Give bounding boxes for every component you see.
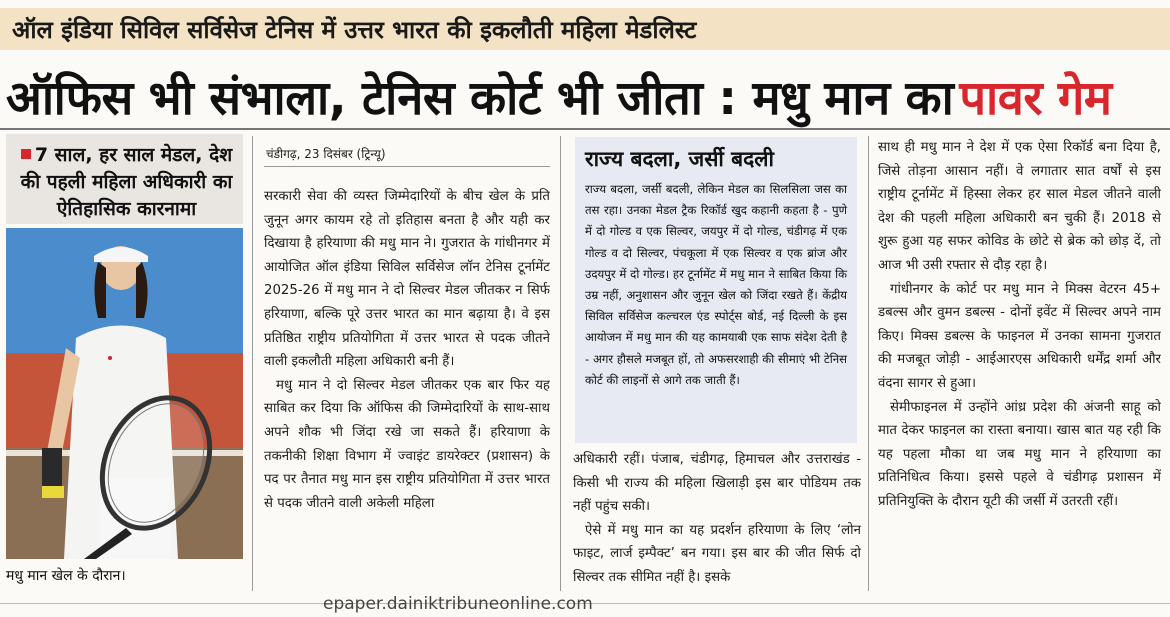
box-title: राज्य बदला, जर्सी बदली — [585, 147, 774, 171]
kicker-text: ऑल इंडिया सिविल सर्विसेज टेनिस में उत्तर भारत की इकलौती महिला मेडलिस्ट — [12, 15, 697, 44]
source-url: epaper.dainiktribuneonline.com — [323, 594, 593, 614]
sidebar-tagline — [6, 134, 243, 224]
headline — [6, 64, 1166, 128]
divider-top — [0, 128, 1170, 130]
sidebar-tagline-text: 7 साल, हर साल मेडल, देश की पहली महिला अधिकारी का ऐतिहासिक कारनामा — [20, 144, 233, 220]
bullet-marker — [21, 149, 31, 159]
player-photo-illustration — [6, 228, 243, 559]
article-paragraph: सेमीफाइनल में उन्होंने आंध्र प्रदेश की अंजनी साहू को मात देकर फाइनल का रास्ता बनाया। खास बात यह रही कि यह पहला मौका था जब मधु मान ने हरियाणा का प्रतिनिधित्व किया। इससे पहले वे चंडीगढ़ प्रशासन में प्रतिनियुक्ति के दौरान यूटी की जर्सी में उतरती रहीं। — [878, 399, 1161, 509]
divider-col3 — [868, 136, 869, 591]
article-paragraph: मधु मान ने दो सिल्वर मेडल जीतकर एक बार फिर यह साबित कर दिया कि ऑफिस की जिम्मेदारियों के साथ-साथ अपने शौक भी जिंदा रखे जा सकते हैं। हरियाणा के तकनीकी शिक्षा विभाग में ज्वाइंट डायरेक्टर (प्रशासन) के पद पर तैनात मधु मान इस राष्ट्रीय प्रतियोगिता में उत्तर भारत से पदक जीतने वाली अकेली महिला — [264, 377, 550, 511]
article-paragraph: साथ ही मधु मान ने देश में एक ऐसा रिकॉर्ड बना दिया है, जिसे तोड़ना आसान नहीं। वे लगातार सात वर्षों से इस राष्ट्रीय टूर्नामेंट में हिस्सा लेकर हर साल मेडल जीतने वाली देश की पहली महिला अधिकारी बन चुकी हैं। 2018 से शुरू हुआ यह सफर कोविड के छोटे से ब्रेक को छोड़ दें, तो आज भी उसी रफ्तार से दौड़ रहा है। — [878, 140, 1161, 273]
sidebar-box — [575, 137, 857, 443]
dateline-rule — [264, 166, 550, 167]
kicker-banner — [0, 8, 1170, 50]
article-paragraph: गांधीनगर के कोर्ट पर मधु मान ने मिक्स वेटरन 45+ डबल्स और वुमन डबल्स - दोनों इवेंट में सिल्वर अपने नाम किए। मिक्स डबल्स के फाइनल में उनका सामना गुजरात की मजबूत जोड़ी - आईआरएस अधिकारी धर्मेंद्र शर्मा और वंदना सागर से हुआ। — [878, 281, 1161, 391]
article-paragraph: सरकारी सेवा की व्यस्त जिम्मेदारियों के बीच खेल के प्रति जुनून अगर कायम रहे तो इतिहास बनता है और यही कर दिखाया है हरियाणा की मधु मान ने। गुजरात के गांधीनगर में आयोजित ऑल इंडिया सिविल सर्विसेज लॉन टेनिस टूर्नामेंट 2025-26 में मधु मान ने दो सिल्वर मेडल जीतकर न सिर्फ हरियाणा, बल्कि पूरे उत्तर भारत का मान बढ़ाया है। वे इस प्रतिष्ठित राष्ट्रीय प्रतियोगिता में उत्तर भारत से पदक जीतने वाली इकलौती महिला अधिकारी बनी हैं। — [264, 189, 550, 370]
article-paragraph: ऐसे में मधु मान का यह प्रदर्शन हरियाणा के लिए ‘लोन फाइट, लार्ज इम्पैक्ट’ बन गया। इस बार की जीत सिर्फ दो सिल्वर तक सीमित नहीं है। इसके — [573, 522, 861, 585]
article-column-4 — [878, 136, 1161, 591]
divider-col2 — [560, 136, 561, 591]
dateline: चंडीगढ़, 23 दिसंबर (ट्रिन्यू) — [266, 147, 386, 161]
headline-main: ऑफिस भी संभाला, टेनिस कोर्ट भी जीता : मधु मान का — [6, 71, 954, 126]
article-column-1 — [264, 185, 550, 590]
article-paragraph: अधिकारी रहीं। पंजाब, चंडीगढ़, हिमाचल और उत्तराखंड - किसी भी राज्य की महिला खिलाड़ी इस बार पोडियम तक नहीं पहुंच सकी। — [573, 452, 861, 515]
box-text: राज्य बदला, जर्सी बदली, लेकिन मेडल का सिलसिला जस का तस रहा। उनका मेडल ट्रैक रिकॉर्ड खुद कहानी कहता है - पुणे में दो गोल्ड व एक सिल्वर, जयपुर में दो गोल्ड, चंडीगढ़ में एक गोल्ड व दो सिल्वर, पंचकूला में एक सिल्वर व एक ब्रांज और उदयपुर में दो गोल्ड। हर टूर्नामेंट में मधु मान ने साबित किया कि उम्र नहीं, अनुशासन और जुनून खेल को जिंदा रखते हैं। केंद्रीय सिविल सर्विसेज कल्चरल एंड स्पोर्ट्स बोर्ड, नई दिल्ली के इस आयोजन में मधु मान की यह कामयाबी एक साफ संदेश देती है - अगर हौसले मजबूत हों, तो अफसरशाही की सीमाएं भी टेनिस कोर्ट की लाइनों से आगे तक जाती हैं। — [585, 182, 847, 387]
player-photo — [6, 228, 243, 559]
photo-caption: मधु मान खेल के दौरान। — [6, 568, 126, 584]
divider-col1 — [252, 136, 253, 591]
headline-highlight: पावर गेम — [959, 71, 1112, 126]
article-column-3 — [573, 448, 861, 598]
